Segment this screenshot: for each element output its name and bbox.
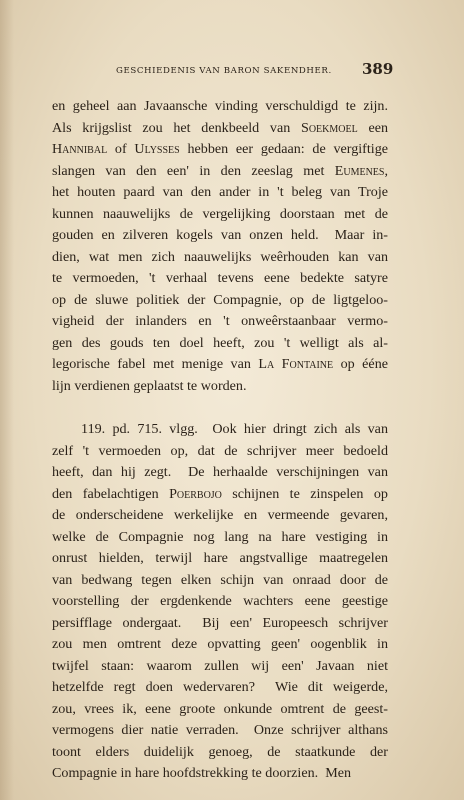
- text-line: [52, 268, 388, 290]
- text-run: schijnen te zinspelen op: [221, 485, 388, 502]
- text-line: [52, 333, 388, 355]
- text-run: gen des gouds ten doel heeft, zou 't welligt als al-: [52, 334, 388, 351]
- page-number: 389: [362, 60, 394, 78]
- text-run: vigheid der inlanders en 't onweêrstaanbaar vermo-: [52, 313, 388, 329]
- text-line: [52, 290, 388, 312]
- text-run: op de sluwe politiek der Compagnie, op de ligtgeloo-: [52, 291, 388, 308]
- text-line: [52, 591, 388, 613]
- text-run: dien, wat men zich naauwelijks weêrhouden kan van: [52, 248, 388, 265]
- text-line: [52, 505, 388, 527]
- small-caps-name: Poerbojo: [169, 485, 222, 502]
- text-run: de onderscheidene werkelijke en vermeende gevaren,: [52, 507, 388, 523]
- text-run: lijn verdienen geplaatst te worden.: [52, 377, 247, 394]
- text-run: hetzelfde regt doen wedervaren? Wie dit weigerde,: [52, 679, 388, 695]
- text-line: [52, 720, 388, 742]
- text-run: persifflage ondergaat. Bij een' Europeesch schrijver: [52, 614, 388, 631]
- small-caps-name: Hannibal: [52, 141, 108, 157]
- text-run: of: [107, 141, 135, 157]
- text-run: zou, vrees ik, eene groote onkunde omtrent de geest-: [52, 700, 388, 717]
- text-line: [52, 247, 388, 269]
- text-line: [52, 354, 388, 376]
- text-line: [52, 656, 388, 678]
- text-run: twijfel staan: waarom zullen wij een' Javaan niet: [52, 657, 388, 674]
- running-head: GESCHIEDENIS VAN BARON SAKENDHER.: [116, 66, 332, 76]
- text-line: [52, 161, 388, 183]
- text-run: kunnen naauwelijks de vergelijking doorstaan met de: [52, 205, 388, 222]
- text-run: een: [357, 119, 388, 136]
- text-run: 119. pd. 715. vlgg. Ook hier dringt zich als van: [52, 421, 388, 437]
- text-run: welke de Compagnie nog lang na hare vestiging in: [52, 528, 388, 545]
- text-run: van bedwang tegen elken schijn van onraad door de: [52, 571, 388, 588]
- text-run: hebben eer gedaan: de vergiftige: [179, 141, 388, 157]
- text-line: [52, 441, 388, 463]
- text-run: ,: [384, 162, 388, 179]
- body-text: [52, 96, 388, 785]
- text-line: [52, 462, 388, 484]
- text-run: zelf 't vermoeden op, dat de schrijver meer bedoeld: [52, 442, 388, 459]
- small-caps-name: Eumenes: [334, 162, 385, 179]
- text-line: [52, 419, 388, 441]
- text-line: [52, 613, 388, 635]
- text-run: zou men omtrent deze opvatting geen' oogenblik in: [52, 636, 388, 652]
- text-run: onrust hielden, terwijl hare angstvallige maatregelen: [52, 550, 388, 566]
- text-run: op ééne: [333, 356, 388, 372]
- text-run: gouden en zilveren kogels van onzen held. Maar in-: [52, 227, 388, 243]
- text-run: vermogens dier natie verraden. Onze schrijver althans: [52, 722, 388, 738]
- text-run: en geheel aan Javaansche vinding verschuldigd te zijn.: [52, 98, 388, 114]
- text-line: [52, 763, 388, 785]
- text-line: [52, 182, 388, 204]
- text-line: [52, 96, 388, 118]
- text-run: toont elders duidelijk genoeg, de staatkunde der: [52, 743, 388, 760]
- text-line: [52, 484, 388, 506]
- text-line: [52, 677, 388, 699]
- text-line: [52, 548, 388, 570]
- text-line: [52, 527, 388, 549]
- text-run: Als krijgslist zou het denkbeeld van: [52, 119, 301, 136]
- text-run: den fabelachtigen: [52, 485, 170, 502]
- text-line: [52, 742, 388, 764]
- small-caps-name: Ulysses: [134, 141, 180, 157]
- text-line: [52, 570, 388, 592]
- text-line: [52, 311, 388, 333]
- text-run: het houten paard van den ander in 't beleg van Troje: [52, 184, 388, 200]
- small-caps-name: La Fontaine: [258, 356, 334, 372]
- text-run: slangen van den een' in den zeeslag met: [52, 162, 335, 179]
- text-line: [52, 634, 388, 656]
- text-line: [52, 118, 388, 140]
- text-run: Compagnie in hare hoofdstrekking te doorzien. Men: [52, 765, 352, 781]
- text-line: [52, 699, 388, 721]
- text-line: [52, 204, 388, 226]
- text-line: [52, 139, 388, 161]
- paragraph-2: [52, 419, 388, 785]
- text-line: [52, 376, 388, 398]
- text-run: te vermoeden, 't verhaal tevens eene bedekte satyre: [52, 270, 388, 286]
- text-run: voorstelling der ergdenkende wachters eene geestige: [52, 593, 388, 609]
- text-line: [52, 225, 388, 247]
- paragraph-1: [52, 96, 388, 397]
- text-run: legorische fabel met menige van: [52, 356, 259, 372]
- text-run: heeft, dan hij zegt. De herhaalde verschijningen van: [52, 464, 388, 480]
- small-caps-name: Soekmoel: [301, 119, 358, 136]
